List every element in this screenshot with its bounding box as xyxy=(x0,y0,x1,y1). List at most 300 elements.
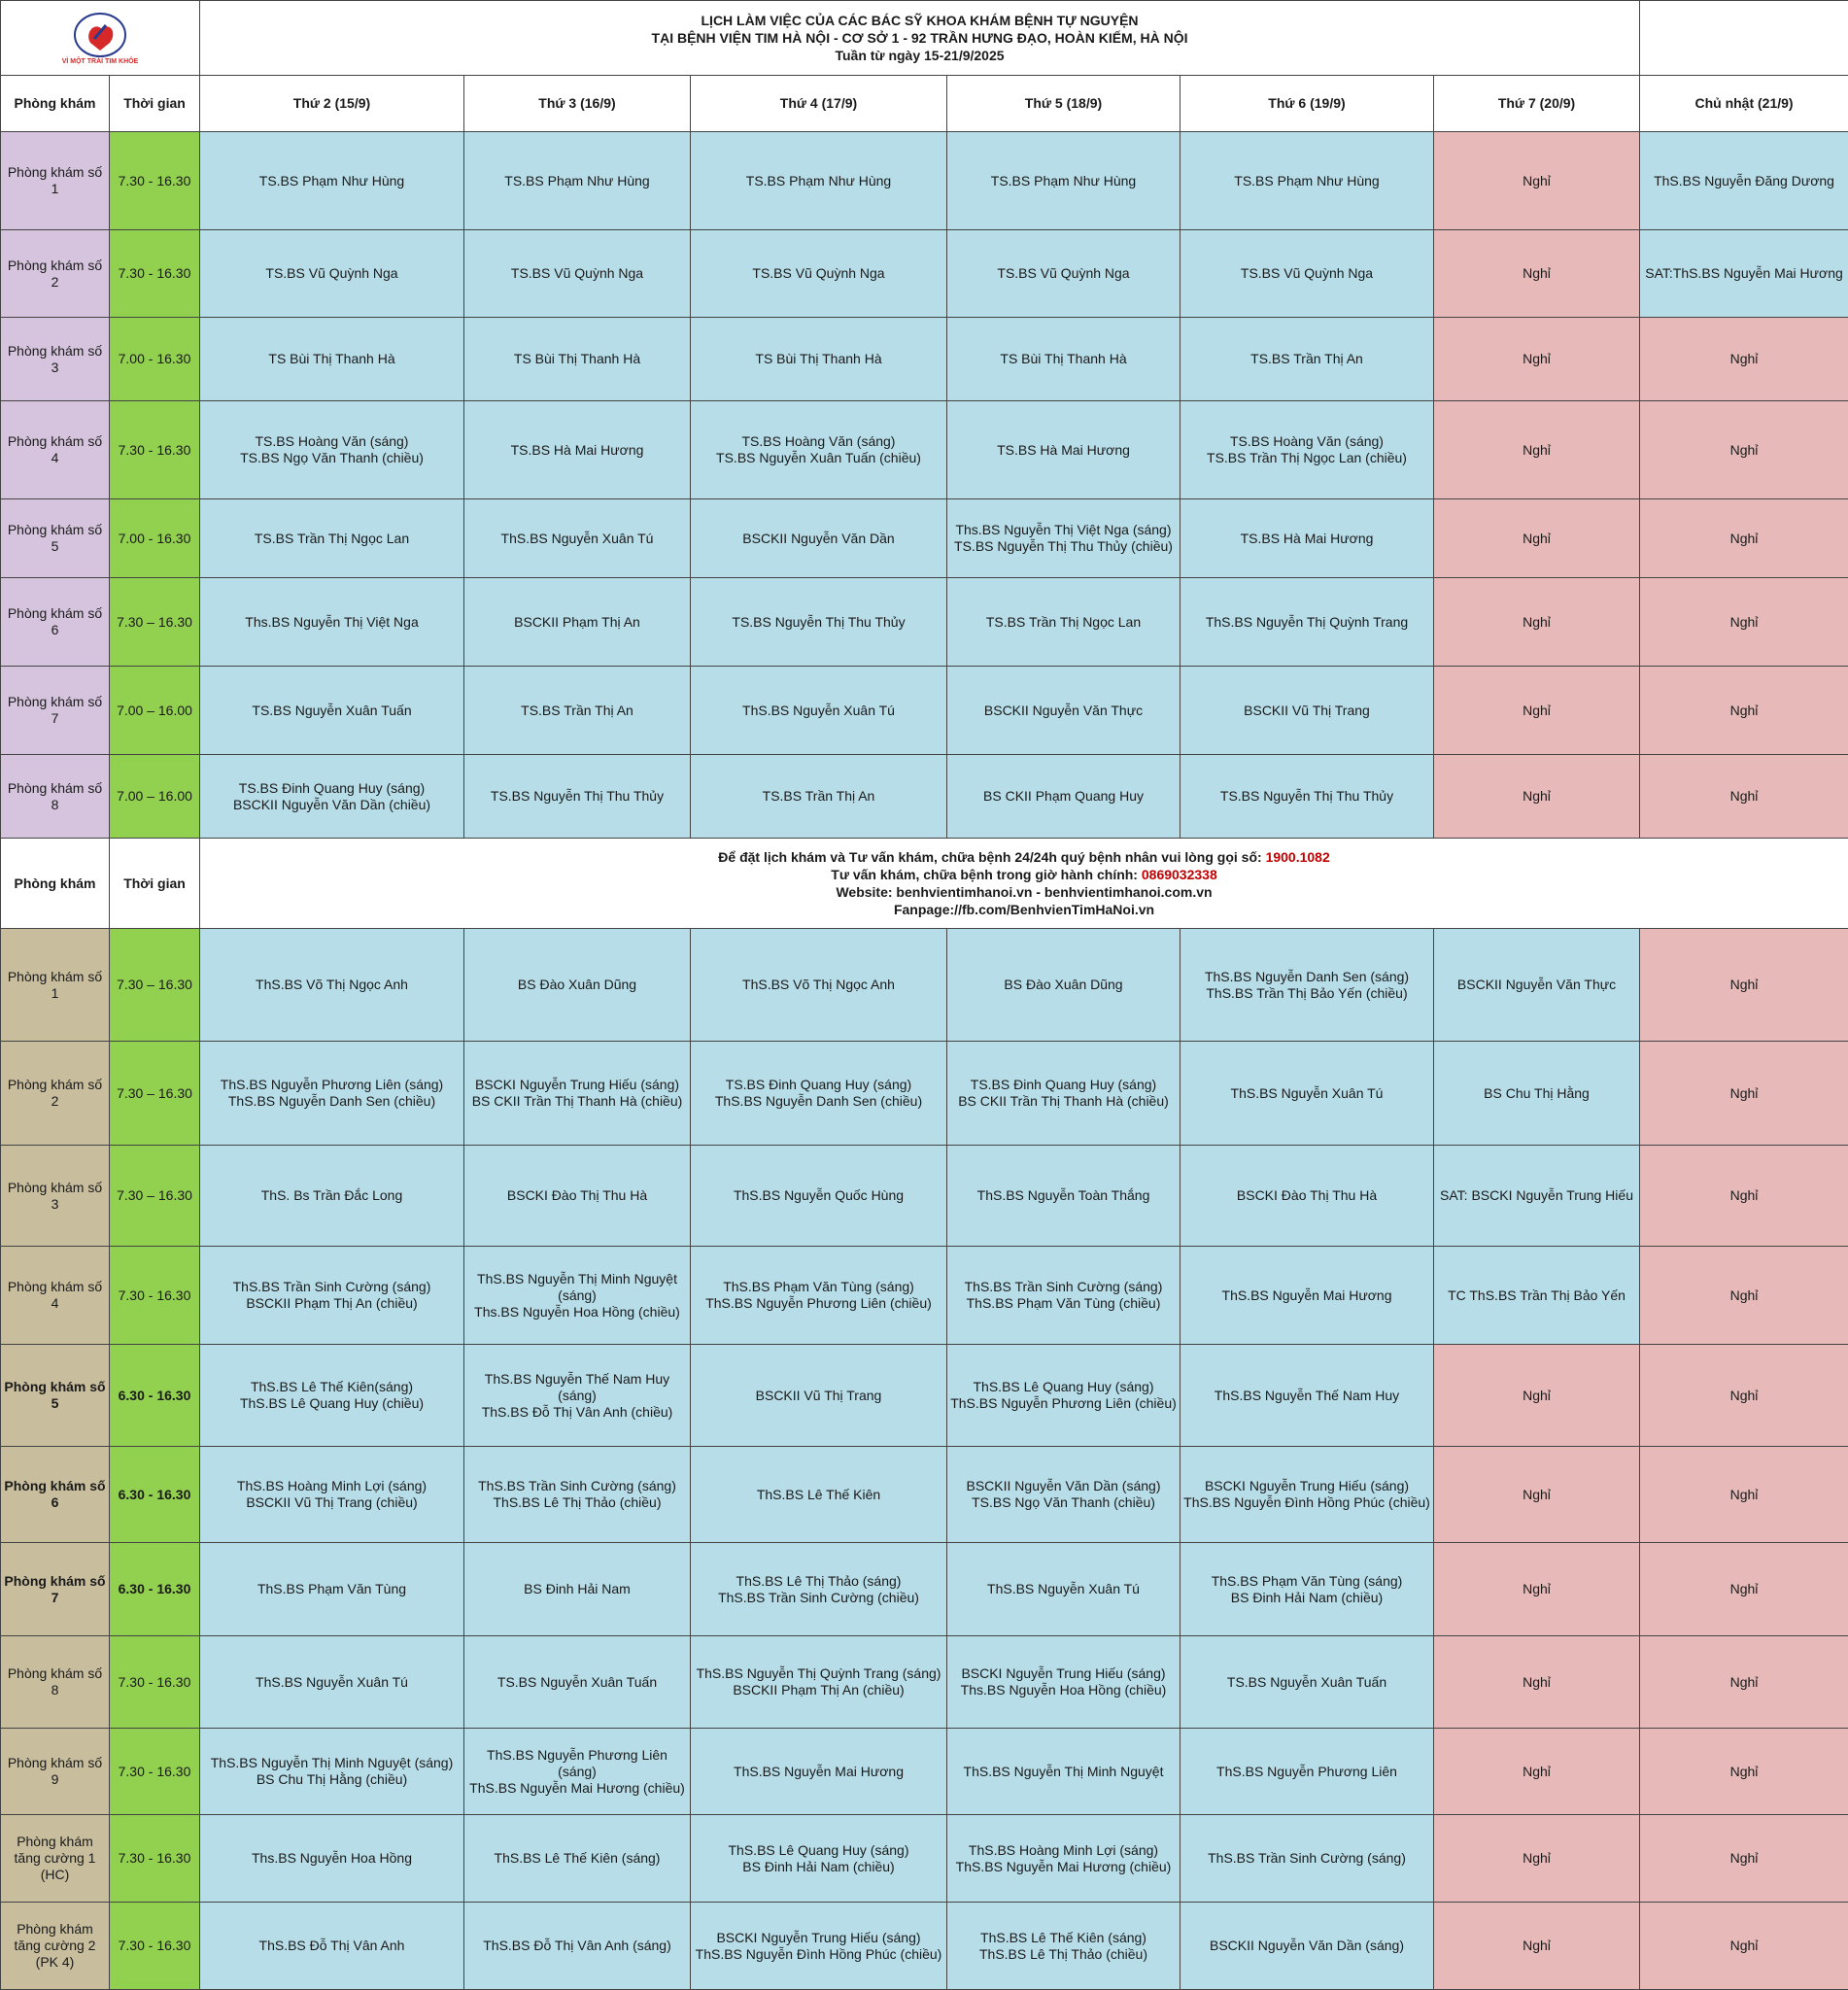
doctor-cell xyxy=(1181,755,1434,839)
cell-line: ThS.BS Nguyễn Thế Nam Huy xyxy=(1214,1387,1400,1403)
doctor-cell xyxy=(200,1146,464,1247)
doctor-cell xyxy=(691,1247,947,1345)
doctor-cell xyxy=(947,1815,1181,1903)
cell-line: Nghỉ xyxy=(1729,702,1759,718)
doctor-cell xyxy=(464,230,691,318)
cell-line: TS Bùi Thị Thanh Hà xyxy=(1000,351,1127,366)
doctor-cell xyxy=(691,1042,947,1146)
schedule-row xyxy=(1,1447,1848,1543)
cell-line: ThS.BS Nguyễn Thị Minh Nguyệt (sáng) xyxy=(477,1270,677,1303)
cell-line: ThS.BS Nguyễn Phương Liên xyxy=(1216,1763,1397,1779)
doctor-cell xyxy=(200,755,464,839)
doctor-cell xyxy=(464,1543,691,1636)
room-name: Phòng khám số 2 xyxy=(1,230,110,318)
doctor-cell xyxy=(947,667,1181,755)
doctor-cell xyxy=(464,755,691,839)
cell-line: TS.BS Nguyễn Xuân Tuấn xyxy=(252,702,412,718)
doctor-cell xyxy=(1181,1729,1434,1815)
cell-line: TS.BS Hoàng Văn (sáng) xyxy=(1230,433,1384,449)
cell-line: Nghỉ xyxy=(1729,788,1759,804)
cell-line: TS.BS Đinh Quang Huy (sáng) xyxy=(725,1077,912,1092)
cell-line: TS.BS Phạm Như Hùng xyxy=(1234,172,1380,189)
doctor-cell xyxy=(464,499,691,578)
cell-line: ThS.BS Nguyễn Thị Minh Nguyệt xyxy=(963,1763,1164,1779)
doctor-cell xyxy=(947,1729,1181,1815)
time-slot: 7.00 – 16.00 xyxy=(110,667,200,755)
doctor-cell xyxy=(947,318,1181,401)
cell-line: TS.BS Phạm Như Hùng xyxy=(258,172,405,189)
doctor-cell xyxy=(691,929,947,1042)
room-name: Phòng khám số 2 xyxy=(1,1042,110,1146)
doctor-cell xyxy=(691,1447,947,1543)
schedule-row xyxy=(1,1247,1848,1345)
doctor-cell xyxy=(1181,1146,1434,1247)
cell-line: Ths.BS Nguyễn Hoa Hồng xyxy=(252,1850,412,1866)
cell-line: Nghỉ xyxy=(1523,265,1551,281)
cell-line: BSCKI Nguyễn Trung Hiếu (sáng) xyxy=(474,1077,680,1092)
room-name: Phòng khám số 5 xyxy=(1,499,110,578)
doctor-cell xyxy=(691,132,947,230)
doctor-cell xyxy=(1640,230,1848,318)
doctor-cell xyxy=(464,132,691,230)
doctor-cell xyxy=(200,499,464,578)
column-header: Thứ 6 (19/9) xyxy=(1181,76,1434,132)
column-header: Thứ 5 (18/9) xyxy=(947,76,1181,132)
doctor-cell xyxy=(464,929,691,1042)
time-slot: 7.30 - 16.30 xyxy=(110,1903,200,1990)
doctor-cell xyxy=(691,1903,947,1990)
doctor-cell xyxy=(1434,318,1640,401)
doctor-cell xyxy=(1434,1447,1640,1543)
cell-line: ThS.BS Đỗ Thị Vân Anh (chiều) xyxy=(481,1403,673,1420)
cell-line: ThS.BS Đỗ Thị Vân Anh (sáng) xyxy=(483,1938,671,1953)
cell-line: BSCKII Nguyễn Văn Dần (chiều) xyxy=(232,796,431,812)
cell-line: Nghỉ xyxy=(1523,1387,1551,1403)
doctor-cell xyxy=(947,499,1181,578)
doctor-cell xyxy=(1181,1903,1434,1990)
doctor-cell xyxy=(200,401,464,499)
cell-line: ThS.BS Trần Sinh Cường (chiều) xyxy=(718,1589,919,1605)
cell-line: Nghỉ xyxy=(1523,441,1551,458)
doctor-cell xyxy=(1181,132,1434,230)
cell-line: TS.BS Vũ Quỳnh Nga xyxy=(1240,265,1374,281)
cell-line: Nghỉ xyxy=(1729,613,1759,630)
room-name: Phòng khám số 3 xyxy=(1,1146,110,1247)
cell-line: ThS.BS Lê Thế Kiên xyxy=(756,1486,881,1502)
cell-line: ThS.BS Phạm Văn Tùng (chiều) xyxy=(966,1295,1161,1311)
cell-line: Nghỉ xyxy=(1729,1287,1759,1303)
cell-line: BSCKII Nguyễn Văn Dần (sáng) xyxy=(966,1478,1161,1493)
doctor-cell xyxy=(200,667,464,755)
logo-cell xyxy=(1,1,200,76)
cell-line: Ths.BS Nguyễn Thị Việt Nga (sáng) xyxy=(955,522,1172,537)
time-slot: 7.30 - 16.30 xyxy=(110,1729,200,1815)
cell-line: BSCKII Phạm Thị An (chiều) xyxy=(733,1682,905,1698)
cell-line: BS CKII Trần Thị Thanh Hà (chiều) xyxy=(958,1093,1169,1109)
doctor-cell xyxy=(200,1543,464,1636)
cell-line: TS.BS Nguyễn Thị Thu Thủy xyxy=(490,788,665,804)
doctor-cell xyxy=(1434,499,1640,578)
doctor-cell xyxy=(1181,929,1434,1042)
cell-line: Nghỉ xyxy=(1523,1486,1551,1502)
cell-line: TS.BS Trần Thị An xyxy=(1250,351,1363,366)
cell-line: ThS.BS Lê Quang Huy (chiều) xyxy=(239,1395,425,1411)
doctor-cell xyxy=(200,1247,464,1345)
cell-line: BS CKII Trần Thị Thanh Hà (chiều) xyxy=(471,1093,683,1109)
cell-line: ThS.BS Nguyễn Phương Liên (chiều) xyxy=(705,1295,932,1311)
cell-line: ThS.BS Nguyễn Quốc Hùng xyxy=(733,1187,905,1203)
cell-line: Nghỉ xyxy=(1729,1763,1759,1779)
time-slot: 7.30 – 16.30 xyxy=(110,1146,200,1247)
doctor-cell xyxy=(691,1636,947,1729)
room-name: Phòng khám số 4 xyxy=(1,1247,110,1345)
doctor-cell xyxy=(464,1247,691,1345)
cell-line: TS.BS Phạm Như Hùng xyxy=(504,172,650,189)
cell-line: ThS.BS Lê Thế Kiên(sáng) xyxy=(250,1379,414,1394)
doctor-cell xyxy=(947,755,1181,839)
cell-line: ThS.BS Nguyễn Phương Liên (chiều) xyxy=(950,1395,1177,1411)
doctor-cell xyxy=(1181,1815,1434,1903)
schedule-row xyxy=(1,1636,1848,1729)
cell-line: Nghỉ xyxy=(1523,351,1551,366)
doctor-cell xyxy=(691,1729,947,1815)
cell-line: ThS.BS Nguyễn Đăng Dương xyxy=(1654,172,1834,189)
cell-line: TS.BS Phạm Như Hùng xyxy=(745,172,892,189)
cell-line: Nghỉ xyxy=(1523,172,1551,189)
cell-line: TS.BS Vũ Quỳnh Nga xyxy=(265,265,398,281)
doctor-cell xyxy=(1181,578,1434,667)
cell-line: ThS.BS Hoàng Minh Lợi (sáng) xyxy=(236,1478,428,1493)
doctor-cell xyxy=(464,667,691,755)
cell-line: Nghỉ xyxy=(1523,1850,1551,1866)
column-header: Chủ nhật (21/9) xyxy=(1640,76,1848,132)
room-name: Phòng khám số 5 xyxy=(1,1345,110,1447)
website-line[interactable]: Website: benhvientimhanoi.vn - benhvientimhanoi.com.vn xyxy=(836,884,1213,900)
doctor-cell xyxy=(1434,578,1640,667)
time-slot: 6.30 - 16.30 xyxy=(110,1543,200,1636)
cell-line: Nghỉ xyxy=(1523,1581,1551,1596)
cell-line: TS.BS Hoàng Văn (sáng) xyxy=(255,433,409,449)
doctor-cell xyxy=(691,667,947,755)
doctor-cell xyxy=(200,1447,464,1543)
doctor-cell xyxy=(1640,1042,1848,1146)
cell-line: TS.BS Ngọ Văn Thanh (chiều) xyxy=(240,450,424,465)
cell-line: ThS.BS Nguyễn Phương Liên (sáng) xyxy=(487,1746,667,1779)
room-name: Phòng khám số 9 xyxy=(1,1729,110,1815)
cell-line: ThS.BS Nguyễn Thị Quỳnh Trang xyxy=(1205,613,1409,630)
doctor-cell xyxy=(1181,667,1434,755)
doctor-cell xyxy=(1434,667,1640,755)
cell-line: TS.BS Hà Mai Hương xyxy=(510,441,644,458)
time-slot: 6.30 - 16.30 xyxy=(110,1345,200,1447)
cell-line: ThS.BS Nguyễn Xuân Tú xyxy=(1230,1084,1384,1101)
doctor-cell xyxy=(947,1447,1181,1543)
cell-line: TS.BS Đinh Quang Huy (sáng) xyxy=(238,779,426,796)
cell-line: Nghỉ xyxy=(1729,1084,1759,1101)
doctor-cell xyxy=(1434,1042,1640,1146)
doctor-cell xyxy=(464,1042,691,1146)
doctor-cell xyxy=(464,1815,691,1903)
schedule-row xyxy=(1,1042,1848,1146)
cell-line: ThS.BS Lê Thị Thảo (chiều) xyxy=(978,1945,1148,1962)
cell-line: TS.BS Ngọ Văn Thanh (chiều) xyxy=(972,1494,1155,1510)
doctor-cell xyxy=(1640,755,1848,839)
room-name: Phòng khám số 8 xyxy=(1,1636,110,1729)
doctor-cell xyxy=(947,132,1181,230)
cell-line: TS Bùi Thị Thanh Hà xyxy=(513,351,641,366)
cell-line: Ths.BS Nguyễn Thị Việt Nga xyxy=(245,613,419,630)
cell-line: Nghỉ xyxy=(1729,530,1759,546)
doctor-cell xyxy=(200,1042,464,1146)
schedule-row xyxy=(1,1543,1848,1636)
doctor-cell xyxy=(200,230,464,318)
doctor-cell xyxy=(947,1903,1181,1990)
cell-line: TS.BS Hà Mai Hương xyxy=(997,441,1130,458)
cell-line: BS Đào Xuân Dũng xyxy=(1004,977,1123,992)
cell-line: TS.BS Nguyễn Thị Thu Thủy xyxy=(732,613,906,630)
doctor-cell xyxy=(947,401,1181,499)
room-name: Phòng khám số 7 xyxy=(1,667,110,755)
cell-line: ThS.BS Nguyễn Danh Sen (sáng) xyxy=(1204,968,1410,984)
cell-line: TS.BS Nguyễn Thị Thu Thủy xyxy=(1219,788,1394,804)
cell-line: BSCKII Nguyễn Văn Thực xyxy=(983,702,1144,718)
cell-line: Nghỉ xyxy=(1523,530,1551,546)
cell-line: TS.BS Hoàng Văn (sáng) xyxy=(741,433,896,449)
doctor-cell xyxy=(691,1543,947,1636)
cell-line: Nghỉ xyxy=(1523,702,1551,718)
cell-line: BS Chu Thị Hằng (chiều) xyxy=(256,1771,408,1787)
cell-line: TS.BS Nguyễn Xuân Tuấn xyxy=(496,1673,658,1690)
doctor-cell xyxy=(1181,401,1434,499)
cell-line: TS.BS Trần Thị An xyxy=(762,788,875,804)
cell-line: ThS.BS Nguyễn Xuân Tú xyxy=(500,530,654,546)
room-header-2: Phòng khám xyxy=(1,839,110,929)
doctor-cell xyxy=(1640,401,1848,499)
cell-line: BSCKII Nguyễn Văn Dần xyxy=(742,530,895,546)
cell-line: TS.BS Vũ Quỳnh Nga xyxy=(997,265,1130,281)
cell-line: BSCKII Nguyễn Văn Thực xyxy=(1456,977,1617,992)
doctor-cell xyxy=(1181,1543,1434,1636)
cell-line: ThS.BS Nguyễn Mai Hương (chiều) xyxy=(469,1779,685,1796)
doctor-cell xyxy=(200,1815,464,1903)
cell-line: ThS.BS Phạm Văn Tùng (sáng) xyxy=(723,1279,914,1294)
cell-line: Nghỉ xyxy=(1729,441,1759,458)
doctor-cell xyxy=(947,1146,1181,1247)
cell-line: ThS.BS Nguyễn Mai Hương xyxy=(1221,1287,1392,1303)
cell-line: ThS.BS Nguyễn Thị Minh Nguyệt (sáng) xyxy=(210,1755,454,1770)
cell-line: ThS.BS Lê Thị Thảo (chiều) xyxy=(493,1494,662,1510)
schedule-row xyxy=(1,578,1848,667)
room-name: Phòng khám số 4 xyxy=(1,401,110,499)
time-header-2: Thời gian xyxy=(110,839,200,929)
cell-line: SAT: BSCKI Nguyễn Trung Hiếu xyxy=(1440,1187,1633,1203)
doctor-cell xyxy=(1181,1042,1434,1146)
hospital-logo-icon xyxy=(55,10,145,66)
cell-line: SAT:ThS.BS Nguyễn Mai Hương xyxy=(1645,265,1843,281)
doctor-cell xyxy=(1640,499,1848,578)
cell-line: ThS.BS Nguyễn Danh Sen (chiều) xyxy=(227,1093,436,1109)
doctor-cell xyxy=(691,1146,947,1247)
cell-line: ThS.BS Đỗ Thị Vân Anh xyxy=(258,1938,405,1953)
schedule-row xyxy=(1,929,1848,1042)
doctor-cell xyxy=(1434,132,1640,230)
doctor-cell xyxy=(464,1636,691,1729)
cell-line: ThS.BS Phạm Văn Tùng (sáng) xyxy=(1211,1572,1403,1589)
doctor-cell xyxy=(1640,1447,1848,1543)
cell-line: TS.BS Nguyễn Xuân Tuấn (chiều) xyxy=(716,450,921,465)
cell-line: BSCKII Phạm Thị An (chiều) xyxy=(246,1295,418,1311)
doctor-cell xyxy=(1181,1447,1434,1543)
hotline-line: Để đặt lịch khám và Tư vấn khám, chữa bệnh 24/24h quý bệnh nhân vui lòng gọi số: 1900.1082 xyxy=(718,849,1330,865)
room-name: Phòng khám số 3 xyxy=(1,318,110,401)
doctor-cell xyxy=(947,1345,1181,1447)
cell-line: TS.BS Hà Mai Hương xyxy=(1240,530,1374,546)
cell-line: BSCKI Nguyễn Trung Hiếu (sáng) xyxy=(1204,1478,1410,1493)
time-slot: 7.30 - 16.30 xyxy=(110,401,200,499)
cell-line: ThS.BS Nguyễn Toàn Thắng xyxy=(976,1187,1150,1203)
cell-line: BSCKI Đào Thị Thu Hà xyxy=(506,1187,648,1203)
doctor-cell xyxy=(200,132,464,230)
cell-line: BSCKI Nguyễn Trung Hiếu (sáng) xyxy=(716,1929,921,1945)
doctor-cell xyxy=(947,1543,1181,1636)
cell-line: Nghỉ xyxy=(1523,1763,1551,1779)
schedule-row xyxy=(1,401,1848,499)
doctor-cell xyxy=(200,1345,464,1447)
cell-line: TS.BS Đinh Quang Huy (sáng) xyxy=(970,1077,1157,1092)
doctor-cell xyxy=(1640,667,1848,755)
cell-line: Nghỉ xyxy=(1729,1938,1759,1953)
doctor-cell xyxy=(1640,1903,1848,1990)
doctor-cell xyxy=(947,1042,1181,1146)
time-slot: 7.30 - 16.30 xyxy=(110,1636,200,1729)
column-header: Thứ 3 (16/9) xyxy=(464,76,691,132)
cell-line: BS Đinh Hải Nam (chiều) xyxy=(742,1858,895,1874)
cell-line: TS.BS Nguyễn Thị Thu Thủy (chiều) xyxy=(954,538,1173,554)
doctor-cell xyxy=(464,1146,691,1247)
cell-line: TC ThS.BS Trần Thị Bảo Yến xyxy=(1448,1287,1626,1303)
office-phone-number[interactable]: 0869032338 xyxy=(1141,867,1217,882)
doctor-cell xyxy=(1434,1543,1640,1636)
cell-line: Nghỉ xyxy=(1729,351,1759,366)
room-name: Phòng khám số 7 xyxy=(1,1543,110,1636)
cell-line: BS Đinh Hải Nam (chiều) xyxy=(1230,1589,1384,1605)
schedule-row xyxy=(1,1903,1848,1990)
cell-line: ThS.BS Nguyễn Thế Nam Huy (sáng) xyxy=(484,1370,670,1403)
doctor-cell xyxy=(691,755,947,839)
doctor-cell xyxy=(1434,230,1640,318)
doctor-cell xyxy=(1181,499,1434,578)
doctor-cell xyxy=(1640,929,1848,1042)
doctor-cell xyxy=(1640,578,1848,667)
title-line-1: LỊCH LÀM VIỆC CỦA CÁC BÁC SỸ KHOA KHÁM BỆNH TỰ NGUYỆN xyxy=(701,13,1139,28)
cell-line: ThS.BS Nguyễn Mai Hương (chiều) xyxy=(955,1858,1172,1874)
cell-line: ThS.BS Lê Thế Kiên (sáng) xyxy=(494,1850,661,1866)
doctor-cell xyxy=(691,401,947,499)
title-line-3: Tuần từ ngày 15-21/9/2025 xyxy=(835,48,1005,63)
doctor-cell xyxy=(691,1815,947,1903)
doctor-cell xyxy=(1640,1815,1848,1903)
cell-line: ThS.BS Nguyễn Xuân Tú xyxy=(742,702,895,718)
cell-line: ThS.BS Nguyễn Xuân Tú xyxy=(987,1581,1140,1596)
cell-line: BS CKII Phạm Quang Huy xyxy=(983,788,1144,804)
cell-line: TS.BS Trần Thị Ngọc Lan xyxy=(985,613,1142,630)
doctor-cell xyxy=(1434,1729,1640,1815)
cell-line: BS Đào Xuân Dũng xyxy=(517,977,637,992)
time-slot: 7.30 - 16.30 xyxy=(110,1247,200,1345)
cell-line: TS.BS Nguyễn Xuân Tuấn xyxy=(1226,1673,1387,1690)
cell-line: Nghỉ xyxy=(1523,788,1551,804)
cell-line: ThS.BS Lê Quang Huy (sáng) xyxy=(973,1379,1154,1394)
doctor-cell xyxy=(1434,755,1640,839)
room-name: Phòng khám số 1 xyxy=(1,929,110,1042)
cell-line: BS Đinh Hải Nam xyxy=(524,1581,631,1596)
time-slot: 7.00 – 16.00 xyxy=(110,755,200,839)
cell-line: TS Bùi Thị Thanh Hà xyxy=(755,351,882,366)
doctor-cell xyxy=(691,318,947,401)
fanpage-line[interactable]: Fanpage://fb.com/BenhvienTimHaNoi.vn xyxy=(893,902,1155,917)
schedule-row xyxy=(1,132,1848,230)
cell-line: TS Bùi Thị Thanh Hà xyxy=(268,351,395,366)
doctor-cell xyxy=(464,318,691,401)
cell-line: ThS.BS Nguyễn Phương Liên (sáng) xyxy=(220,1077,444,1092)
cell-line: Nghỉ xyxy=(1729,1486,1759,1502)
schedule-row xyxy=(1,318,1848,401)
doctor-cell xyxy=(1640,1543,1848,1636)
cell-line: ThS.BS Phạm Văn Tùng xyxy=(257,1581,407,1596)
room-name: Phòng khám tăng cường 2 (PK 4) xyxy=(1,1903,110,1990)
doctor-cell xyxy=(1434,1903,1640,1990)
schedule-row xyxy=(1,1729,1848,1815)
cell-line: BSCKII Vũ Thị Trang xyxy=(755,1387,882,1403)
schedule-row xyxy=(1,499,1848,578)
room-name: Phòng khám số 1 xyxy=(1,132,110,230)
title-line-2: TẠI BỆNH VIỆN TIM HÀ NỘI - CƠ SỞ 1 - 92 TRẦN HƯNG ĐẠO, HOÀN KIẾM, HÀ NỘI xyxy=(651,30,1188,46)
doctor-cell xyxy=(1640,1729,1848,1815)
doctor-cell xyxy=(1181,318,1434,401)
doctor-cell xyxy=(464,1345,691,1447)
logo-slogan: VÌ MỘT TRÁI TIM KHỎE xyxy=(61,58,139,65)
cell-line: ThS.BS Nguyễn Thị Quỳnh Trang (sáng) xyxy=(696,1665,941,1681)
cell-line: TS.BS Vũ Quỳnh Nga xyxy=(752,265,885,281)
doctor-cell xyxy=(464,578,691,667)
cell-line: BSCKII Phạm Thị An xyxy=(514,613,640,630)
doctor-cell xyxy=(200,929,464,1042)
contact-info xyxy=(200,839,1848,929)
doctor-cell xyxy=(200,318,464,401)
doctor-cell xyxy=(947,929,1181,1042)
time-slot: 7.30 – 16.30 xyxy=(110,578,200,667)
doctor-cell xyxy=(200,1903,464,1990)
column-header: Thời gian xyxy=(110,76,200,132)
cell-line: ThS.BS Nguyễn Đình Hồng Phúc (chiều) xyxy=(1183,1494,1430,1510)
doctor-cell xyxy=(1181,230,1434,318)
cell-line: ThS.BS Võ Thị Ngọc Anh xyxy=(256,977,408,992)
column-header: Thứ 2 (15/9) xyxy=(200,76,464,132)
cell-line: BSCKII Vũ Thị Trang xyxy=(1244,702,1370,718)
cell-line: ThS.BS Lê Thế Kiên (sáng) xyxy=(980,1929,1146,1945)
doctor-cell xyxy=(464,1447,691,1543)
cell-line: BSCKI Nguyễn Trung Hiếu (sáng) xyxy=(961,1665,1166,1681)
room-name: Phòng khám số 8 xyxy=(1,755,110,839)
doctor-cell xyxy=(1434,1146,1640,1247)
cell-line: ThS.BS Hoàng Minh Lợi (sáng) xyxy=(968,1841,1159,1858)
cell-line: TS.BS Trần Thị An xyxy=(521,702,633,718)
schedule-row xyxy=(1,1345,1848,1447)
doctor-cell xyxy=(464,1903,691,1990)
doctor-cell xyxy=(1640,1636,1848,1729)
column-header: Thứ 4 (17/9) xyxy=(691,76,947,132)
hotline-number[interactable]: 1900.1082 xyxy=(1265,849,1330,865)
